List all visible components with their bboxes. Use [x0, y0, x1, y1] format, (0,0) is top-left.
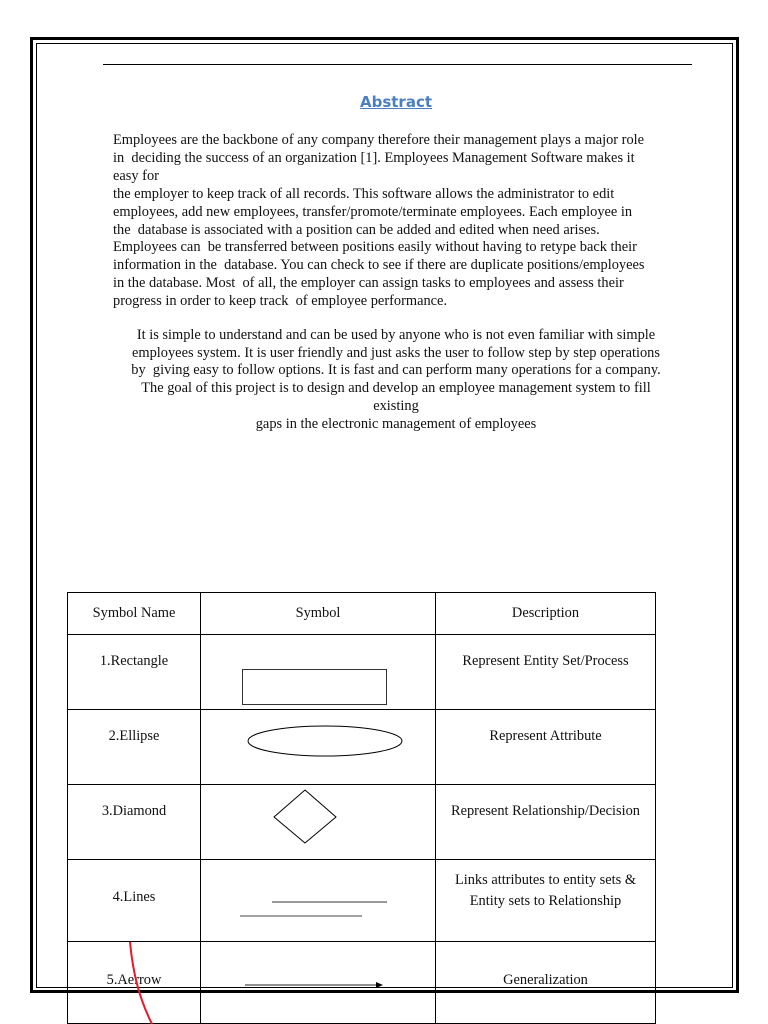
text-line: in deciding the success of an organization [1]. Employees Management Software makes it — [113, 150, 635, 166]
header-symbol: Symbol — [201, 593, 436, 635]
diamond-symbol-icon — [201, 785, 435, 860]
header-rule — [103, 64, 692, 65]
text-line: It is simple to understand and can be used by anyone who is not even familiar with simple — [136, 327, 656, 343]
description: Represent Relationship/Decision — [436, 785, 656, 860]
symbol-cell — [201, 785, 436, 860]
text-line: gaps in the electronic management of employees — [255, 416, 537, 432]
text-line: in the database. Most of all, the employer can assign tasks to employees and assess their — [113, 275, 624, 291]
text-line: existing — [373, 398, 419, 414]
text-line: by giving easy to follow options. It is fast and can perform many operations for a company. — [131, 362, 661, 378]
description: Generalization — [436, 942, 656, 1024]
text-line: Employees are the backbone of any company therefore their management plays a major role — [113, 132, 645, 148]
table-row — [68, 635, 656, 710]
symbol-cell — [201, 635, 436, 710]
description: Represent Entity Set/Process — [436, 635, 656, 710]
arrow-symbol-icon — [201, 942, 435, 1024]
text-line: progress in order to keep track of employee performance. — [113, 293, 448, 309]
table-row — [68, 710, 656, 785]
header-description: Description — [436, 593, 656, 635]
table-row — [68, 860, 656, 942]
text-line: information in the database. You can check to see if there are duplicate positions/employees — [113, 257, 645, 273]
abstract-heading: Abstract — [359, 93, 433, 111]
symbol-name: 2.Ellipse — [68, 710, 201, 785]
lines-symbol-icon — [201, 860, 435, 942]
symbol-name: 1.Rectangle — [68, 635, 201, 710]
symbol-table — [67, 592, 656, 1024]
symbol-cell — [201, 860, 436, 942]
ellipse-symbol-icon — [201, 710, 435, 785]
symbol-name: 5.Aerrow — [68, 942, 201, 1024]
text-line: The goal of this project is to design and develop an employee management system to fill — [141, 380, 651, 396]
text-line: the employer to keep track of all records. This software allows the administrator to edit — [113, 186, 615, 202]
text-line: employees, add new employees, transfer/promote/terminate employees. Each employee in — [113, 204, 633, 220]
table-row — [68, 785, 656, 860]
text-line: easy for — [113, 168, 159, 184]
symbol-name: 3.Diamond — [68, 785, 201, 860]
description-line: Links attributes to entity sets & — [454, 872, 637, 888]
description-line: Entity sets to Relationship — [469, 893, 622, 909]
symbol-name: 4.Lines — [68, 860, 201, 942]
table-row — [68, 942, 656, 1024]
text-line: the database is associated with a position can be added and edited when need arises. — [113, 222, 600, 238]
symbol-cell — [201, 942, 436, 1024]
text-line: employees system. It is user friendly and just asks the user to follow step by step operations — [132, 345, 660, 361]
rectangle-symbol-icon — [201, 635, 435, 710]
header-symbol-name: Symbol Name — [68, 593, 201, 635]
description: Represent Attribute — [436, 710, 656, 785]
table-header-row — [68, 593, 656, 635]
symbol-cell — [201, 710, 436, 785]
text-line: Employees can be transferred between positions easily without having to retype back their — [113, 239, 637, 255]
description — [436, 860, 656, 942]
